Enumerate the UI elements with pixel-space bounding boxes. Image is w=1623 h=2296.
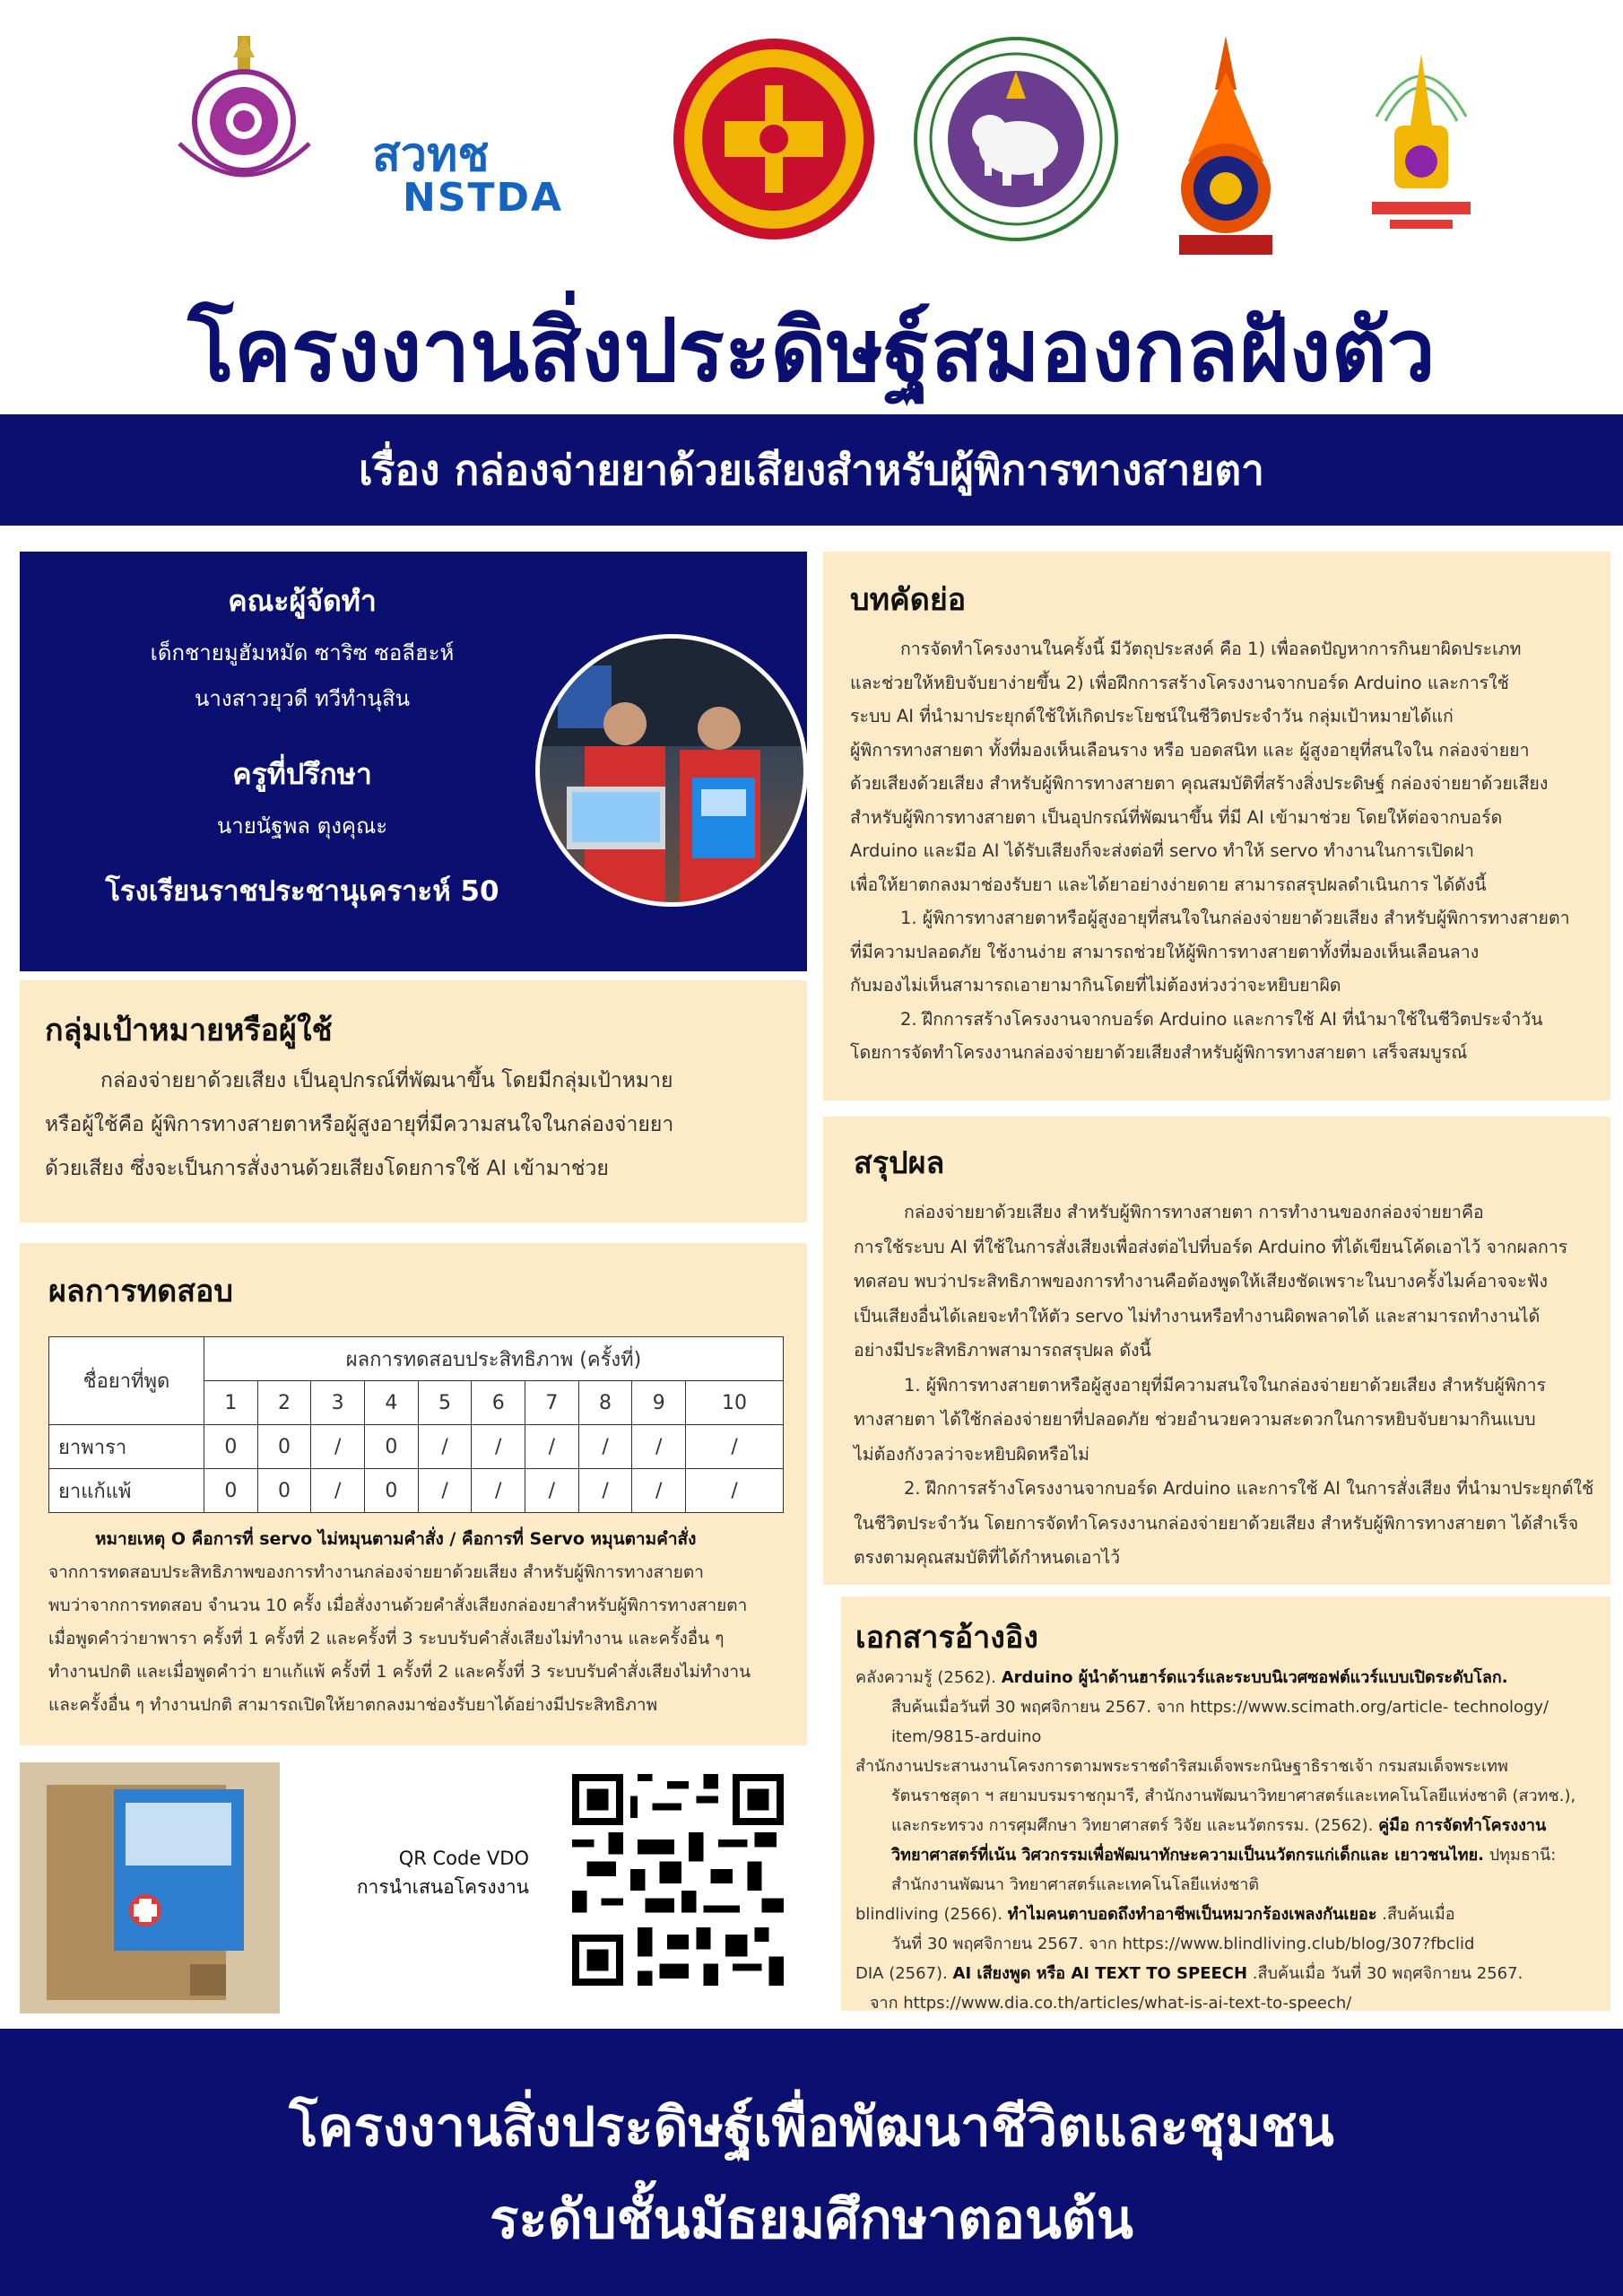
subtitle-bar bbox=[0, 414, 1623, 526]
abstract-line: Arduino และมีอ AI ได้รับเสียงก็จะส่งต่อที่ servo ทำให้ servo ทำงานในการเปิดฝา bbox=[850, 840, 1474, 861]
abstract-line: ผู้พิการทางสายตา ทั้งที่มองเห็นเลือนราง หรือ บอดสนิท และ ผู้สูงอายุที่สนใจใน กล่องจ่ายยา bbox=[850, 739, 1530, 761]
conclusion-line: อย่างมีประสิทธิภาพสามารถสรุปผล ดังนี้ bbox=[854, 1340, 1151, 1361]
result-cell: / bbox=[632, 1469, 686, 1513]
ref-1-author: คลังความรู้ (2562). bbox=[855, 1668, 996, 1687]
results-line-5: และครั้งอื่น ๆ ทำงานปกติ สามารถเปิดให้ยาตกลงมาช่องรับยาได้อย่างมีประสิทธิภาพ bbox=[48, 1695, 658, 1715]
poster-subtitle: เรื่อง กล่องจ่ายยาด้วยเสียงสำหรับผู้พิการทางสายตา bbox=[358, 445, 1265, 494]
logo-school bbox=[1367, 36, 1475, 260]
results-table bbox=[48, 1336, 784, 1513]
result-cell: 0 bbox=[257, 1425, 311, 1469]
trial-number: 9 bbox=[632, 1381, 686, 1425]
ref-3-title: ทำไมคนตาบอดถึงทำอาชีพเป็นหมวกร้องเพลงกันเยอะ bbox=[1007, 1905, 1377, 1924]
logo-nstda bbox=[372, 126, 632, 224]
qr-label-line-1: QR Code VDO bbox=[398, 1848, 529, 1869]
ref-2-author-cont: รัตนราชสุดา ฯ สยามบรมราชกุมารี, สำนักงานพัฒนาวิทยาศาสตร์และเทคโนโลยีแห่งชาติ (สวทช.), bbox=[891, 1787, 1576, 1805]
advisor-heading: ครูที่ปรึกษา bbox=[232, 757, 372, 791]
logo-rmutl bbox=[1161, 36, 1291, 260]
result-cell: / bbox=[418, 1425, 472, 1469]
target-line-3: ด้วยเสียง ซึ่งจะเป็นการสั่งงานด้วยเสียงโดยการใช้ AI เข้ามาช่วย bbox=[45, 1157, 609, 1180]
trial-number: 5 bbox=[418, 1381, 472, 1425]
result-cell: / bbox=[686, 1425, 784, 1469]
thammasat-seal-icon bbox=[671, 36, 877, 242]
result-cell: / bbox=[578, 1425, 632, 1469]
team-panel bbox=[20, 552, 807, 971]
advisor-name: นายนัฐพล ตุงคุณะ bbox=[216, 813, 388, 839]
trial-number: 4 bbox=[365, 1381, 419, 1425]
row-drug-name: ยาแก้แพ้ bbox=[49, 1469, 204, 1513]
cmu-elephant-seal-icon bbox=[913, 36, 1119, 242]
team-member-2: นางสาวยุวดี ทวีทำนุสิน bbox=[194, 686, 410, 711]
target-body bbox=[45, 1059, 807, 1191]
conclusion-line: ในชีวิตประจำวัน โดยการจัดทำโครงงานกล่องจ่ายยาด้วยเสียง สำหรับผู้พิการทางสายตา ได้สำเร็จ bbox=[854, 1512, 1579, 1534]
trial-number: 2 bbox=[257, 1381, 311, 1425]
abstract-line: และช่วยให้หยิบจับยาง่ายขึ้น 2) เพื่อฝึกการสร้างโครงงานจากบอร์ด Arduino และการใช้ bbox=[850, 672, 1509, 693]
result-cell: / bbox=[472, 1469, 525, 1513]
pill-dispenser-photo-icon bbox=[20, 1762, 280, 2013]
ref-3-author: blindliving (2566). bbox=[855, 1905, 1003, 1924]
abstract-line: 2. ฝึกการสร้างโครงงานจากบอร์ด Arduino และการใช้ AI ที่นำมาใช้ในชีวิตประจำวัน bbox=[900, 1008, 1543, 1030]
result-cell: / bbox=[578, 1469, 632, 1513]
result-cell: / bbox=[418, 1469, 472, 1513]
qr-code[interactable] bbox=[572, 1774, 784, 1986]
result-cell: / bbox=[472, 1425, 525, 1469]
footer-banner bbox=[0, 2029, 1623, 2296]
abstract-line: โดยการจัดทำโครงงานกล่องจ่ายยาด้วยเสียงสำหรับผู้พิการทางสายตา เสร็จสมบูรณ์ bbox=[850, 1042, 1468, 1063]
results-panel bbox=[20, 1243, 807, 1745]
abstract-line: ระบบ AI ที่นำมาประยุกต์ใช้ให้เกิดประโยชน์ในชีวิตประจำวัน กลุ่มเป้าหมายได้แก่ bbox=[850, 706, 1454, 726]
result-cell: 0 bbox=[257, 1469, 311, 1513]
abstract-body bbox=[850, 632, 1610, 1070]
poster-title: โครงงานสิ่งประดิษฐ์สมองกลฝังตัว bbox=[187, 300, 1436, 401]
abstract-line: ที่มีความปลอดภัย ใช้งานง่าย สามารถช่วยให้ผู้พิการทางสายตาทั้งที่มองเห็นเลือนลาง bbox=[850, 941, 1480, 962]
target-line-2: หรือผู้ใช้คือ ผู้พิการทางสายตาหรือผู้สูงอายุที่มีความสนใจในกล่องจ่ายยา bbox=[45, 1113, 674, 1136]
conclusion-body bbox=[854, 1196, 1610, 1576]
logo-thammasat bbox=[671, 36, 877, 242]
team-text bbox=[20, 552, 585, 913]
abstract-heading: บทคัดย่อ bbox=[850, 582, 967, 618]
table-header-drug: ชื่อยาที่พูด bbox=[49, 1337, 204, 1425]
ref-2-title-cont: วิทยาศาสตร์ที่เน้น วิศวกรรมเพื่อพัฒนาทักษะความเป็นนวัตกรแก่เด็กและ เยาวชนไทย. bbox=[891, 1846, 1485, 1865]
footer-line-1: โครงงานสิ่งประดิษฐ์เพื่อพัฒนาชีวิตและชุมชน bbox=[289, 2096, 1334, 2159]
nstda-thai-text: สวทช bbox=[372, 128, 490, 182]
conclusion-panel bbox=[823, 1117, 1610, 1585]
target-heading: กลุ่มเป้าหมายหรือผู้ใช้ bbox=[45, 1013, 333, 1048]
result-cell: / bbox=[311, 1469, 365, 1513]
results-note: หมายเหตุ O คือการที่ servo ไม่หมุนตามคำสั่ง / คือการที่ Servo หมุนตามคำสั่ง bbox=[95, 1529, 697, 1549]
ref-2-publisher: สำนักงานพัฒนา วิทยาศาสตร์และเทคโนโลยีแห่งชาติ bbox=[891, 1875, 1260, 1894]
conclusion-line: ทางสายตา ได้ใช้กล่องจ่ายยาที่ปลอดภัย ช่วยอำนวยความสะดวกในการหยิบจับยามากินแบบ bbox=[854, 1409, 1536, 1430]
references-panel bbox=[841, 1596, 1610, 2011]
school-name: โรงเรียนราชประชานุเคราะห์ 50 bbox=[105, 875, 499, 908]
reference-1 bbox=[855, 1663, 1610, 1752]
reference-2 bbox=[855, 1752, 1610, 1900]
result-cell: 0 bbox=[365, 1469, 419, 1513]
abstract-line: ด้วยเสียงด้วยเสียง สำหรับผู้พิการทางสายตา คุณสมบัติที่สร้างสิ่งประดิษฐ์ กล่องจ่ายยาด้วยเสียง bbox=[850, 773, 1549, 794]
row-drug-name: ยาพารา bbox=[49, 1425, 204, 1469]
product-photo bbox=[20, 1762, 280, 2013]
result-cell: 0 bbox=[204, 1425, 258, 1469]
team-heading: คณะผู้จัดทำ bbox=[228, 584, 377, 618]
results-line-2: พบว่าจากการทดสอบ จำนวน 10 ครั้ง เมื่อสั่งงานด้วยคำสั่งเสียงกล่องยาสำหรับผู้พิการทางสายตา bbox=[48, 1596, 748, 1615]
conclusion-line: การใช้ระบบ AI ที่ใช้ในการสั่งเสียงเพื่อส่งต่อไปที่บอร์ด Arduino ที่ได้เขียนโค้ดเอาไว้ จากผลการ bbox=[854, 1236, 1568, 1257]
result-cell: / bbox=[525, 1425, 579, 1469]
results-heading: ผลการทดสอบ bbox=[48, 1274, 233, 1309]
logo-princess-foundation bbox=[143, 36, 345, 197]
ref-4-author: DIA (2567). bbox=[855, 1964, 948, 1983]
trial-number: 6 bbox=[472, 1381, 525, 1425]
result-cell: / bbox=[632, 1425, 686, 1469]
abstract-line: สำหรับผู้พิการทางสายตา เป็นอุปกรณ์ที่พัฒนาขึ้น ที่มี AI เข้ามาช่วย โดยให้ต่อจากบอร์ด bbox=[850, 806, 1503, 828]
ref-2-author: สำนักงานประสานงานโครงการตามพระราชดำริสมเด็จพระกนิษฐาธิราชเจ้า กรมสมเด็จพระเทพ bbox=[855, 1757, 1508, 1776]
students-photo-icon bbox=[540, 639, 803, 902]
table-row bbox=[49, 1469, 784, 1513]
references-heading: เอกสารอ้างอิง bbox=[855, 1620, 1038, 1656]
nstda-english-text: NSTDA bbox=[403, 175, 564, 221]
target-line-1: กล่องจ่ายยาด้วยเสียง เป็นอุปกรณ์ที่พัฒนาขึ้น โดยมีกลุ่มเป้าหมาย bbox=[100, 1069, 673, 1092]
ref-2-title: คู่มือ การจัดทำโครงงาน bbox=[1378, 1816, 1547, 1835]
reference-3 bbox=[855, 1900, 1610, 1959]
ref-3-retrieved: .สืบค้นเมื่อ bbox=[1376, 1905, 1455, 1924]
conclusion-line: ไม่ต้องกังวลว่าจะหยิบผิดหรือไม่ bbox=[854, 1443, 1090, 1465]
ref-4-retrieved: .สืบค้นเมื่อ วันที่ 30 พฤศจิกายน 2567. bbox=[1247, 1964, 1523, 1983]
ref-1-url: item/9815-arduino bbox=[891, 1727, 1042, 1746]
abstract-line: การจัดทำโครงงานในครั้งนี้ มีวัตถุประสงค์ คือ 1) เพื่อลดปัญหาการกินยาผิดประเภท bbox=[900, 639, 1522, 659]
trial-number: 7 bbox=[525, 1381, 579, 1425]
trial-number: 1 bbox=[204, 1381, 258, 1425]
conclusion-line: ตรงตามคุณสมบัติที่ได้กำหนดเอาไว้ bbox=[854, 1547, 1121, 1568]
conclusion-line: 1. ผู้พิการทางสายตาหรือผู้สูงอายุที่มีความสนใจในกล่องจ่ายยาด้วยเสียง สำหรับผู้พิการ bbox=[904, 1374, 1547, 1396]
results-line-3: เมื่อพูดคำว่ายาพารา ครั้งที่ 1 ครั้งที่ 2 และครั้งที่ 3 ระบบรับคำสั่งเสียงไม่ทำงาน และครั้งอื่น ๆ bbox=[48, 1629, 725, 1648]
conclusion-line: กล่องจ่ายยาด้วยเสียง สำหรับผู้พิการทางสายตา การทำงานของกล่องจ่ายยาคือ bbox=[904, 1202, 1484, 1222]
ref-3-url: วันที่ 30 พฤศจิกายน 2567. จาก https://www.blindliving.club/blog/307?fbclid bbox=[891, 1935, 1475, 1953]
team-photo bbox=[535, 634, 808, 907]
trial-number: 3 bbox=[311, 1381, 365, 1425]
qr-label bbox=[332, 1844, 529, 1901]
results-line-4: ทำงานปกติ และเมื่อพูดคำว่า ยาแก้แพ้ ครั้งที่ 1 ครั้งที่ 2 และครั้งที่ 3 ระบบรับคำสั่งเสียงไม่ทำงาน bbox=[48, 1662, 751, 1682]
results-line-1: จากการทดสอบประสิทธิภาพของการทำงานกล่องจ่ายยาด้วยเสียง สำหรับผู้พิการทางสายตา bbox=[48, 1562, 704, 1582]
conclusion-line: ทดสอบ พบว่าประสิทธิภาพของการทำงานคือต้องพูดให้เสียงชัดเพราะในบางครั้งไมค์อาจจะฟัง bbox=[854, 1271, 1549, 1292]
team-member-1: เด็กชายมูฮัมหมัด ซาริซ ซอลีฮะห์ bbox=[150, 640, 455, 665]
qr-code-icon bbox=[572, 1774, 784, 1986]
abstract-line: 1. ผู้พิการทางสายตาหรือผู้สูงอายุที่สนใจในกล่องจ่ายยาด้วยเสียง สำหรับผู้พิการทางสายตา bbox=[900, 908, 1570, 928]
abstract-line: เพื่อให้ยาตกลงมาช่องรับยา และได้ยาอย่างง่ายดาย สามารถสรุปผลดำเนินการ ได้ดังนี้ bbox=[850, 874, 1487, 895]
ref-4-title: AI เสียงพูด หรือ AI TEXT TO SPEECH bbox=[952, 1964, 1248, 1983]
trial-number: 8 bbox=[578, 1381, 632, 1425]
rmutl-seal-icon bbox=[1161, 36, 1291, 260]
ref-2-author-cont2: และกระทรวง การศุมศึกษา วิทยาศาสตร์ วิจัย และนวัตกรรม. (2562). bbox=[891, 1816, 1374, 1835]
result-cell: 0 bbox=[204, 1469, 258, 1513]
abstract-panel bbox=[823, 552, 1610, 1100]
table-header-group: ผลการทดสอบประสิทธิภาพ (ครั้งที่) bbox=[204, 1337, 784, 1381]
result-cell: / bbox=[686, 1469, 784, 1513]
result-cell: / bbox=[311, 1425, 365, 1469]
abstract-line: กับมองไม่เห็นสามารถเอายามากินโดยที่ไม่ต้องห่วงว่าจะหยิบยาผิด bbox=[850, 975, 1341, 996]
footer-line-2: ระดับชั้นมัธยมศึกษาตอนต้น bbox=[490, 2188, 1133, 2251]
conclusion-line: 2. ฝึกการสร้างโครงงานจากบอร์ด Arduino และการใช้ AI ในการสั่งเสียง ที่นำมาประยุกต์ใช้ bbox=[904, 1478, 1594, 1499]
qr-label-line-2: การนำเสนอโครงงาน bbox=[356, 1876, 529, 1898]
target-panel bbox=[20, 980, 807, 1222]
ref-2-place: ปทุมธานี: bbox=[1484, 1846, 1557, 1865]
result-cell: / bbox=[525, 1469, 579, 1513]
school-seal-icon bbox=[1367, 36, 1475, 260]
table-row bbox=[49, 1425, 784, 1469]
conclusion-heading: สรุปผล bbox=[854, 1145, 945, 1181]
result-cell: 0 bbox=[365, 1425, 419, 1469]
trial-number: 10 bbox=[686, 1381, 784, 1425]
conclusion-line: เป็นเสียงอื่นได้เลยจะทำให้ตัว servo ไม่ทำงานหรือทำงานผิดพลาดได้ และสามารถทำงานได้ bbox=[854, 1305, 1541, 1326]
ref-1-source: สืบค้นเมื่อวันที่ 30 พฤศจิกายน 2567. จาก https://www.scimath.org/article- technology/ bbox=[891, 1698, 1549, 1717]
ref-1-title: Arduino ผู้นำด้านฮาร์ดแวร์และระบบนิเวศซอฟต์แวร์แบบเปิดระดับโลก. bbox=[1001, 1668, 1508, 1687]
foundation-seal-icon bbox=[143, 36, 345, 197]
results-body bbox=[48, 1556, 807, 1722]
logo-chiang-mai-university bbox=[913, 36, 1119, 242]
reference-4 bbox=[855, 1959, 1610, 2018]
ref-4-url: จาก https://www.dia.co.th/articles/what-is-ai-text-to-speech/ bbox=[870, 1994, 1352, 2013]
